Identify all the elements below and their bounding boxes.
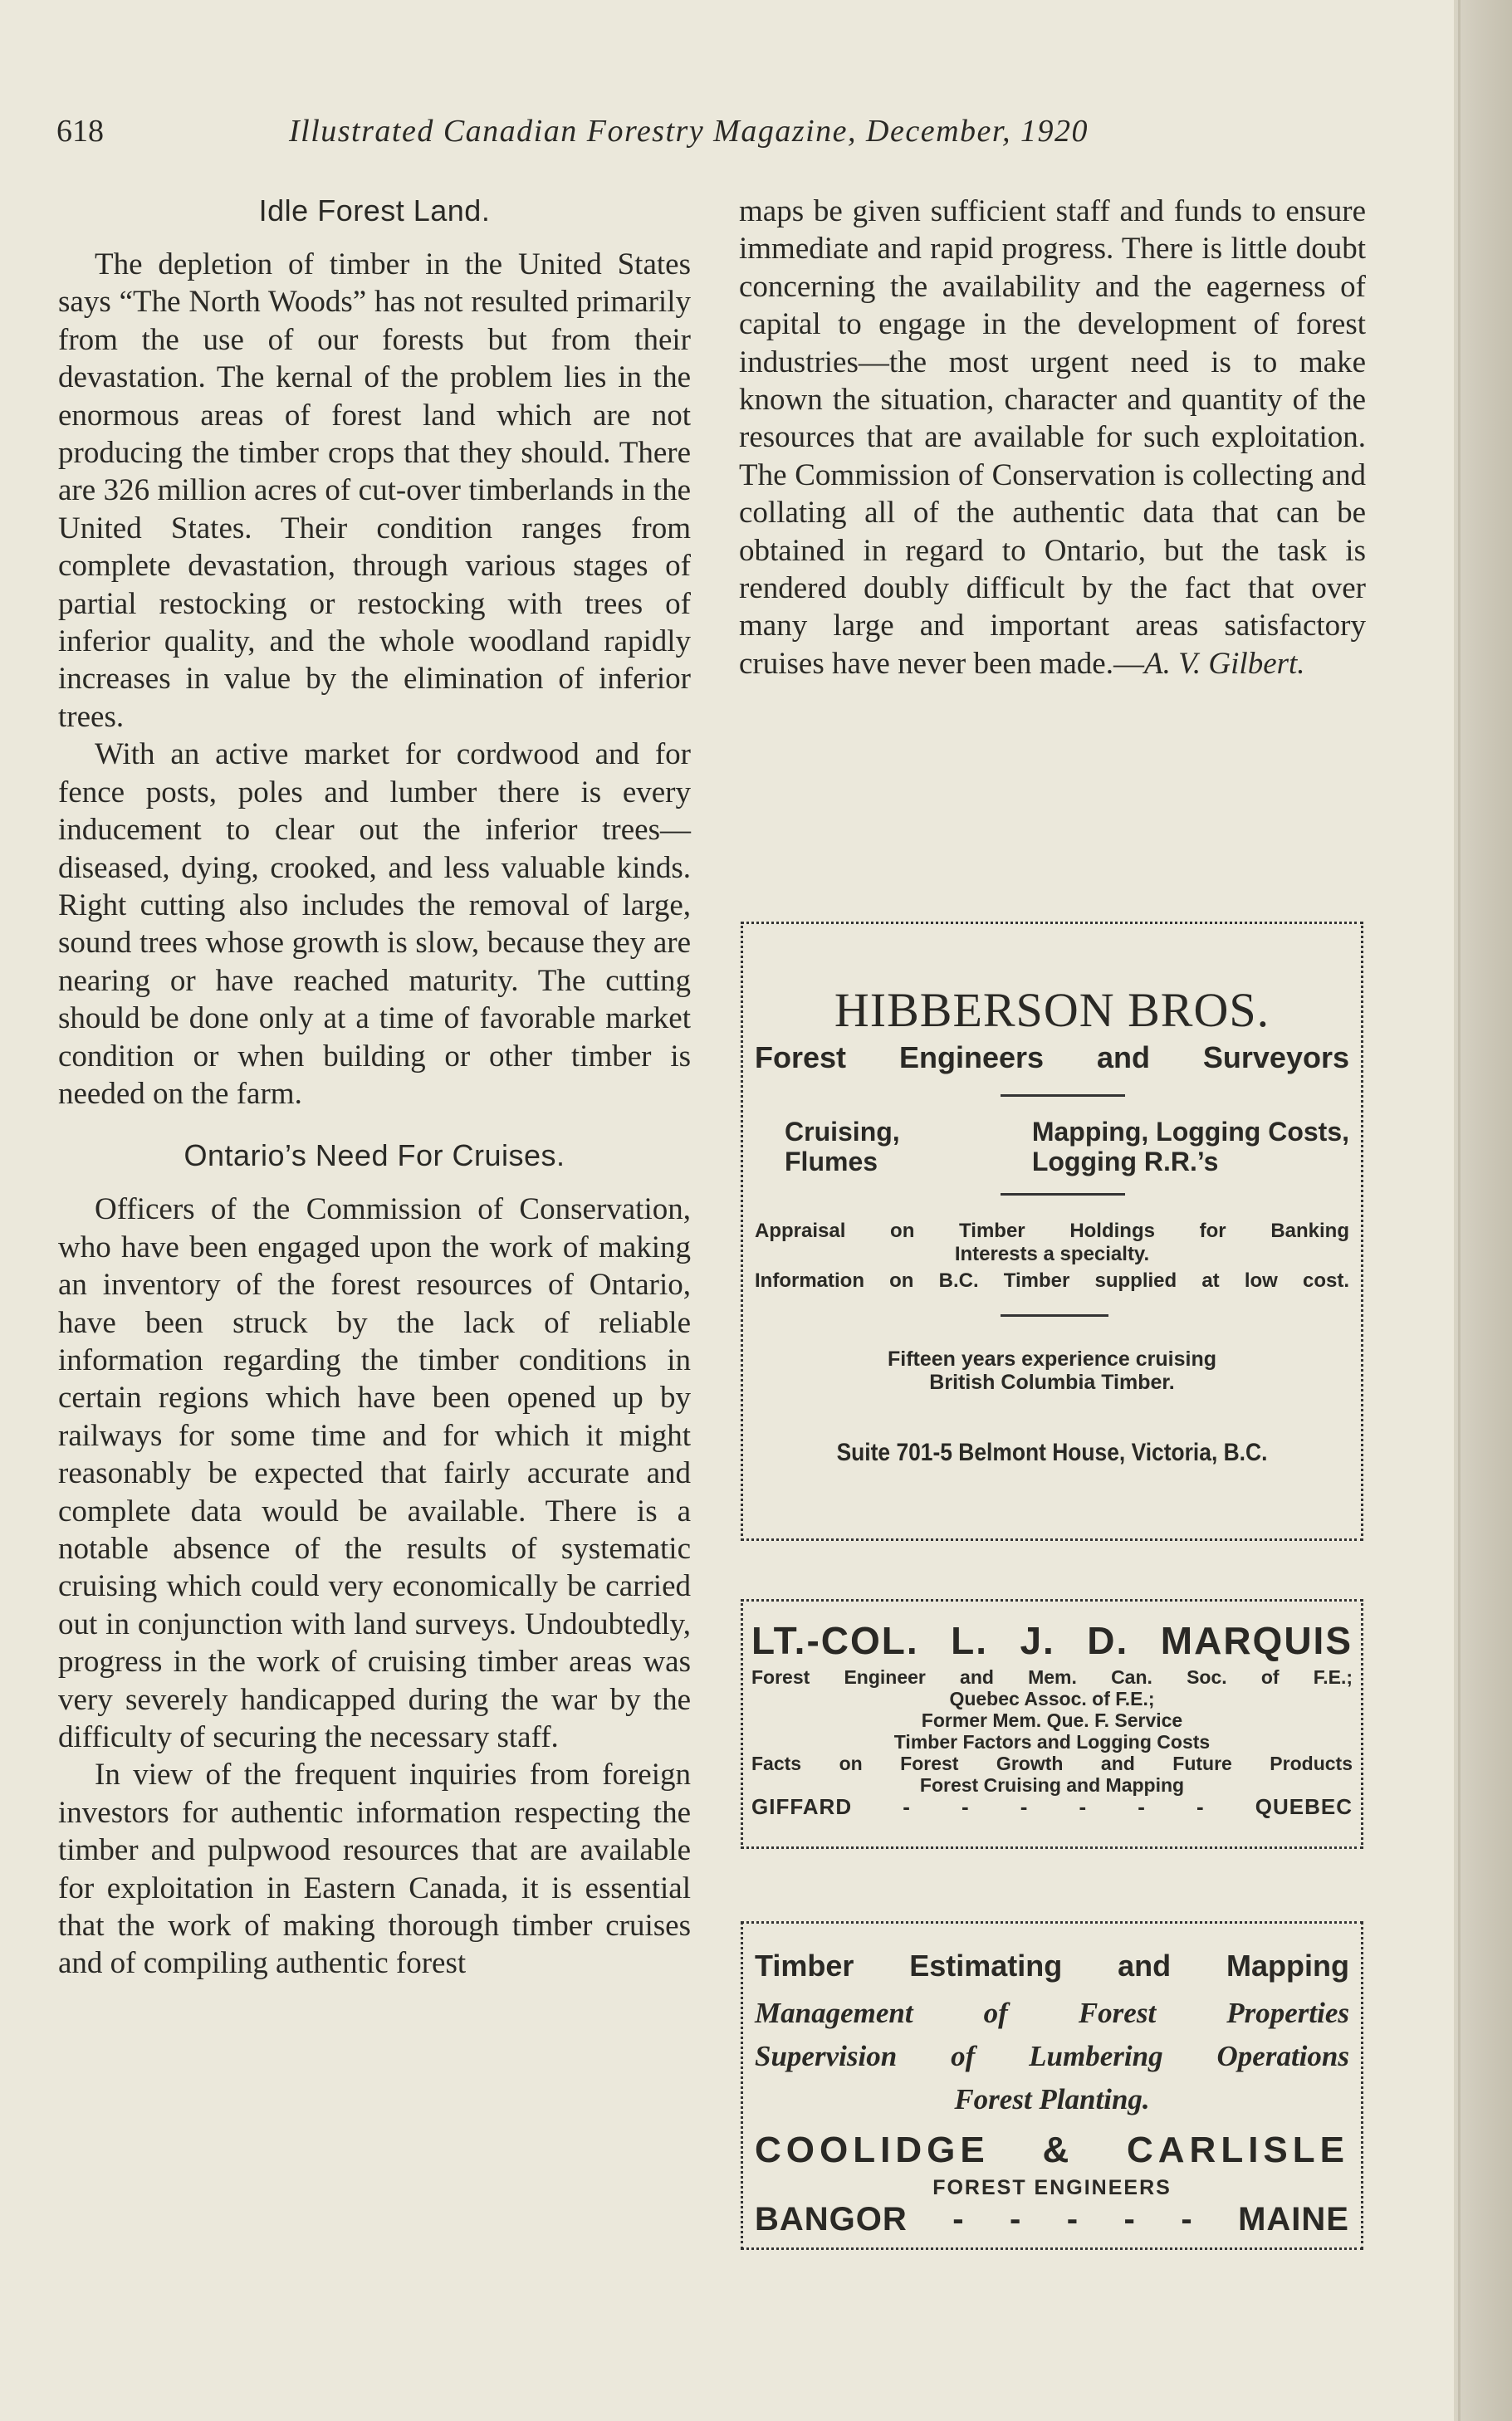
ad-coolidge-role: FOREST ENGINEERS (932, 2176, 1172, 2199)
ad-coolidge-dashes: - - - - - (952, 2201, 1193, 2238)
ad-hibberson-subtitle: Forest Engineers and Surveyors (755, 1040, 1349, 1074)
ad-marquis-line: Timber Factors and Logging Costs (893, 1731, 1211, 1753)
page-number: 618 (56, 114, 104, 149)
ad-coolidge-firm: COOLIDGE & CARLISLE (755, 2130, 1349, 2170)
page-edge-line (1458, 0, 1461, 2421)
paragraph-5 (739, 193, 1366, 682)
ad-marquis-city: GIFFARD (751, 1794, 853, 1819)
heading-idle-forest-land: Idle Forest Land. (258, 193, 491, 227)
ad-marquis-dashes: - - - - - - (903, 1794, 1205, 1819)
ad-hibberson-services-left (785, 1117, 900, 1176)
ad-hibberson-appraisal-1: Appraisal on Timber Holdings for Banking (755, 1220, 1349, 1242)
paragraph-2: With an active market for cordwood and for fence posts, poles and lumber there is every inducement to clear out the inferior trees—diseased, dying, crooked, and less valuable kinds. Right cutting also includes the removal of large, sound trees whose growth is slow, because they are nearing or have reached maturity. The cutting should be done only at a time of favorable market condition or when building or other timber is needed on the farm. (58, 737, 691, 1111)
service-item: Mapping, Logging Costs, (1031, 1117, 1349, 1147)
ad-marquis-line: Forest Engineer and Mem. Can. Soc. of F.E.; (751, 1666, 1353, 1688)
service-item: Cruising, (785, 1117, 900, 1147)
ad-coolidge-italic-1: Management of Forest Properties (755, 1997, 1349, 2029)
paragraph-1: The depletion of timber in the United States says “The North Woods” has not resulted primarily from the use of our forests but from their devastation. The kernal of the problem lies in the enormous areas of forest land which are not producing the timber crops that they should. There are 326 million acres of cut-over timberlands in the United States. Their condition ranges from complete devastation, through various stages of partial restocking or restocking with trees of inferior quality, and the whole woodland rapidly increases in value by the elimination of inferior trees. (58, 247, 691, 734)
running-title: Illustrated Canadian Forestry Magazine, December, 1920 (289, 114, 1089, 149)
ad-coolidge-city: BANGOR (755, 2201, 908, 2238)
ad-coolidge-line1: Timber Estimating and Mapping (755, 1949, 1349, 1983)
ad-marquis-location (751, 1794, 1353, 1820)
left-column (58, 193, 691, 1983)
ad-hibberson-appraisal-2: Interests a specialty. (954, 1243, 1150, 1265)
heading-ontario-cruises: Ontario’s Need For Cruises. (183, 1138, 565, 1173)
ad-marquis-line: Forest Cruising and Mapping (919, 1774, 1185, 1796)
service-item: Logging R.R.’s (1031, 1147, 1219, 1176)
ad-rule (1001, 1314, 1108, 1317)
ad-hibberson-appraisal-3: Information on B.C. Timber supplied at low cost. (755, 1269, 1349, 1292)
ad-coolidge-italic-2: Supervision of Lumbering Operations (755, 2040, 1349, 2072)
ad-hibberson-services-right (1032, 1117, 1349, 1176)
ad-marquis-line: Former Mem. Que. F. Service (921, 1709, 1183, 1731)
ad-marquis-name: LT.-COL. L. J. D. MARQUIS (751, 1619, 1353, 1662)
ad-rule (1001, 1193, 1125, 1196)
author-signature: A. V. Gilbert. (1143, 646, 1305, 681)
ad-rule (1001, 1094, 1125, 1097)
ad-marquis-line: Facts on Forest Growth and Future Products (751, 1753, 1353, 1774)
service-item: Flumes (785, 1147, 878, 1176)
paragraph-5-body: maps be given sufficient staff and funds to ensure immediate and rapid progress. There is little doubt concerning the availability and the eagerness of capital to engage in the development of forest industries—the most urgent need is to make known the situation, character and quantity of the resources that are available for such exploitation. The Commission of Conservation is collecting and collating all of the authentic data that can be obtained in regard to Ontario, but the task is rendered doubly difficult by the fact that over many large and important areas satisfactory cruises have never been made.— (739, 194, 1366, 681)
page-edge-shadow (1454, 0, 1512, 2421)
ad-hibberson-experience-2: British Columbia Timber. (929, 1371, 1175, 1394)
ad-coolidge-state: MAINE (1238, 2201, 1349, 2238)
ad-hibberson-experience-1: Fifteen years experience cruising (887, 1347, 1216, 1371)
ad-hibberson-name: HIBBERSON BROS. (834, 983, 1270, 1037)
ad-coolidge-carlisle (741, 1921, 1363, 2250)
ad-marquis-line: Quebec Assoc. of F.E.; (949, 1688, 1155, 1709)
ad-coolidge-location (755, 2201, 1349, 2238)
ad-marquis-province: QUEBEC (1255, 1794, 1353, 1819)
ad-coolidge-italic-3: Forest Planting. (954, 2083, 1150, 2115)
ad-marquis (741, 1599, 1363, 1849)
ad-hibberson-address: Suite 701-5 Belmont House, Victoria, B.C. (836, 1439, 1268, 1466)
right-column-text (739, 193, 1366, 682)
paragraph-4: In view of the frequent inquiries from foreign investors for authentic information respecting the timber and pulpwood resources that are available for exploitation in Eastern Canada, it is essential that the work of making thorough timber cruises and of compiling authentic forest (58, 1758, 691, 1981)
paragraph-3: Officers of the Commission of Conservation, who have been engaged upon the work of making an inventory of the forest resources of Ontario, have been struck by the lack of reliable information regarding the timber conditions in certain regions which have been opened up by railways for some time and for which it might reasonably be expected that fairly accurate and complete data would be available. There is a notable absence of the results of systematic cruising which could very economically be carried out in conjunction with land surveys. Undoubtedly, progress in the work of cruising timber areas was very severely handicapped during the war by the difficulty of securing the necessary staff. (58, 1192, 691, 1755)
ad-hibberson-bros (741, 922, 1363, 1541)
page-header (56, 113, 1194, 163)
